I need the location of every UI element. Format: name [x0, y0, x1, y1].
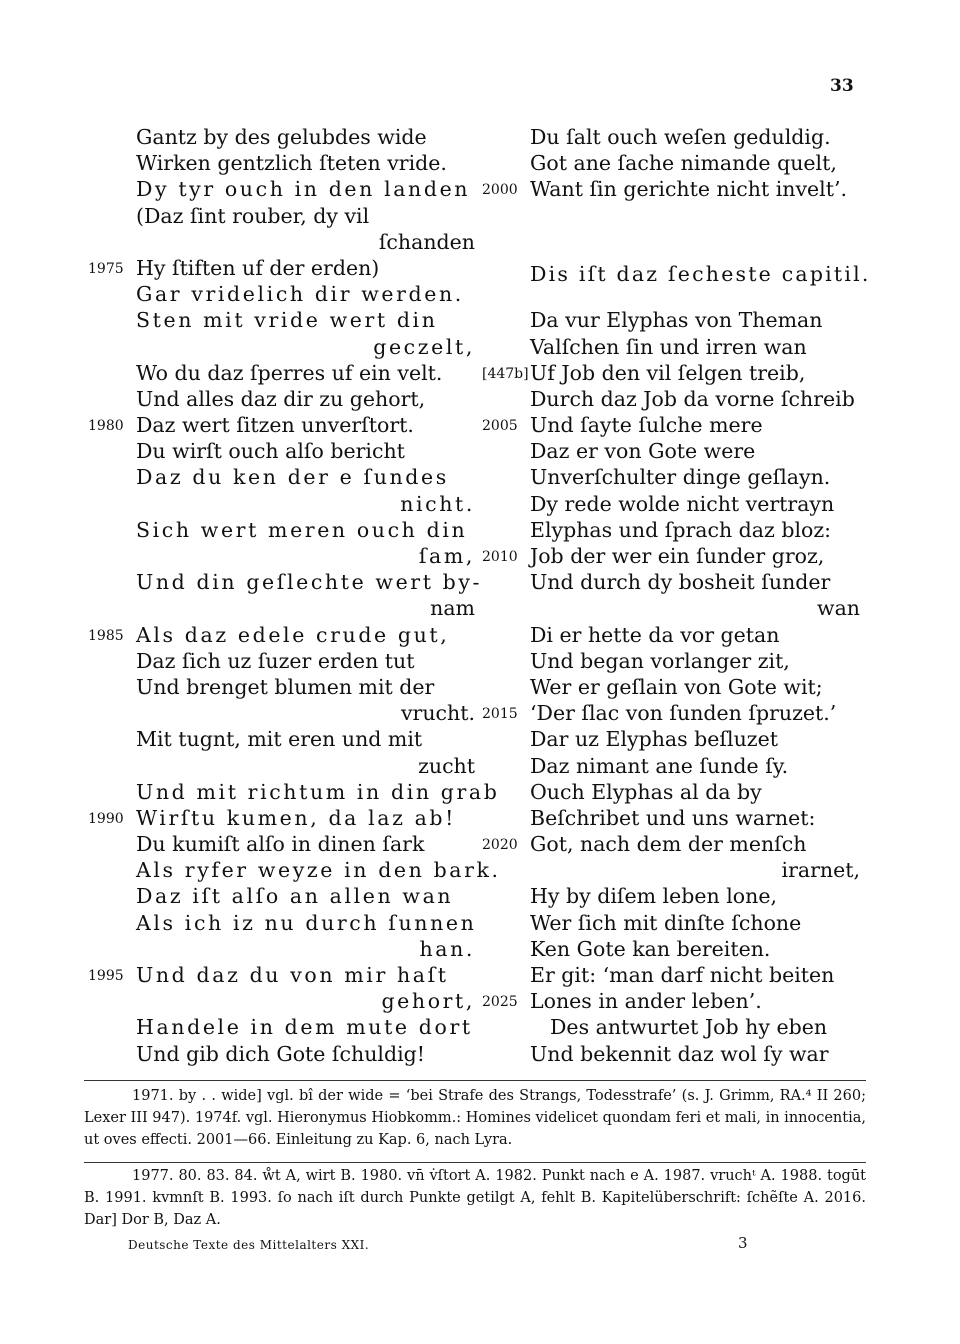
verse-line	[478, 674, 878, 700]
verse-line	[478, 543, 878, 569]
verse-text: Und brenget blumen mit der	[136, 674, 435, 699]
verse-line	[478, 229, 878, 255]
verse-text: nicht.	[400, 491, 475, 516]
verse-text: geczelt,	[373, 334, 475, 359]
verse-text: Unverſchulter dinge geſlayn.	[530, 465, 831, 490]
verse-line	[0, 464, 475, 490]
verse-text: ‘Der ſlac von ſunden ſpruzet.’	[530, 701, 837, 726]
line-number: 2010	[482, 549, 518, 565]
verse-text: Wer er geſlain von Gote wit;	[530, 674, 823, 699]
verse-text: han.	[419, 936, 475, 961]
verse-line	[0, 412, 475, 438]
verse-text: Da vur Elyphas von Theman	[530, 308, 823, 333]
verse-text: Ken Gote kan bereiten.	[530, 936, 771, 961]
verse-text: ſam,	[418, 544, 475, 568]
line-number: 1980	[88, 418, 124, 435]
verse-text: irarnet,	[781, 858, 860, 883]
verse-text: Lones in ander leben’.	[530, 989, 762, 1014]
verse-line	[0, 334, 475, 360]
verse-text: ſchanden	[378, 229, 475, 254]
verse-text: Und daz du von mir haſt	[136, 963, 449, 987]
verse-text: Und ſayte ſulche mere	[530, 413, 763, 438]
line-number: 1990	[88, 810, 124, 827]
verse-text: Und bekennit daz wol ſy war	[530, 1041, 829, 1066]
verse-line	[478, 857, 878, 883]
verse-line	[0, 805, 475, 831]
verse-line	[0, 753, 475, 779]
verse-line	[478, 281, 878, 307]
verse-line	[478, 962, 878, 988]
signature-mark: 3	[738, 1234, 748, 1252]
verse-line	[478, 386, 878, 412]
verse-line	[0, 936, 475, 962]
verse-text: Elyphas und ſprach daz bloz:	[530, 517, 832, 542]
verse-text: nam	[430, 596, 475, 621]
verse-text: Daz iſt alſo an allen wan	[136, 884, 454, 909]
verse-line	[478, 910, 878, 936]
line-number: 2000	[482, 182, 518, 199]
verse-line	[0, 883, 475, 909]
verse-line	[0, 700, 475, 726]
commentary-notes	[84, 1085, 866, 1151]
verse-line	[478, 517, 878, 543]
verse-line	[478, 569, 878, 595]
verse-text: Wirſtu kumen, da laz ab!	[136, 805, 456, 830]
verse-line	[0, 386, 475, 412]
verse-line	[0, 779, 500, 805]
verse-text: Daz wert ſitzen unverſtort.	[136, 413, 414, 438]
verse-line	[478, 936, 878, 962]
verse-text: Und gib dich Gote ſchuldig!	[136, 1041, 425, 1066]
verse-text: Durch daz Job da vorne ſchreib	[530, 386, 855, 411]
verse-text: Er git: ‘man darf nicht beiten	[530, 963, 835, 987]
line-number: 1985	[88, 627, 124, 644]
verse-line	[478, 831, 878, 857]
verse-line	[478, 779, 878, 805]
verse-line	[0, 1041, 475, 1067]
verse-line	[478, 307, 878, 333]
verse-line	[478, 1014, 878, 1040]
verse-text: Daz er von Gote were	[530, 439, 756, 464]
chapter-heading: Dis iſt daz ſecheste capitil.	[530, 261, 871, 286]
verse-text: Uf Job den vil ſelgen treib,	[530, 360, 806, 385]
verse-line	[0, 176, 475, 202]
verse-line	[478, 883, 878, 909]
verse-text: Di er hette da vor getan	[530, 622, 780, 647]
verse-text: Dar uz Elyphas beſluzet	[530, 727, 778, 752]
line-number: 2015	[482, 706, 518, 723]
verse-text: Sich wert meren ouch din	[136, 517, 468, 542]
verse-text: Ouch Elyphas al da by	[530, 779, 762, 804]
verse-line	[0, 150, 475, 176]
verse-text: Hy by diſem leben lone,	[530, 884, 777, 909]
verse-text: Handele in dem mute dort	[136, 1015, 473, 1040]
verse-line	[478, 124, 878, 150]
verse-line	[0, 307, 475, 333]
verse-text: zucht	[418, 753, 475, 778]
verse-line	[0, 595, 475, 621]
verse-text: Gar vridelich dir werden.	[136, 282, 464, 307]
verse-line	[478, 1041, 878, 1067]
verse-line	[478, 412, 878, 438]
verse-line	[0, 857, 501, 883]
verse-line	[478, 622, 878, 648]
verse-line	[478, 595, 878, 621]
verse-line	[0, 124, 475, 150]
verse-text: Wirken gentzlich ſteten vride.	[136, 151, 447, 176]
verse-text: Und din geſlechte wert by-	[136, 570, 483, 595]
verse-text: gehort,	[381, 989, 475, 1014]
verse-text: Gantz by des gelubdes wide	[136, 125, 427, 149]
verse-line	[0, 229, 475, 255]
verse-line	[0, 255, 475, 281]
verse-line	[478, 203, 878, 229]
verse-text: Daz du ken der e ſundes	[136, 465, 449, 490]
verse-text: Hy ſtiften uf der erden)	[136, 255, 380, 280]
verse-text: Dy rede wolde nicht vertrayn	[530, 491, 835, 516]
line-number: 1975	[88, 260, 124, 277]
right-verse-column	[478, 124, 878, 1067]
verse-line	[0, 622, 475, 648]
verse-text: Beſchribet und uns warnet:	[530, 805, 816, 830]
verse-text: Mit tugnt, mit eren und mit	[136, 727, 423, 752]
commentary-text: 1971. by . . wide] vgl. bî der wide = ‘bei Strafe des Strangs, Todesstrafe’ (s. J. Grimm, RA.⁴ II 260; Lexer III 947). 1974f. vgl. Hieronymus Hiobkomm.: Homines videlicet quondam feri et mali, in innocentia, ut oves effecti. 2001—66. Einleitung zu Kap. 6, nach Lyra.	[84, 1088, 866, 1148]
verse-line	[478, 753, 878, 779]
verse-line	[0, 726, 475, 752]
verse-text: Got, nach dem der menſch	[530, 832, 807, 857]
verse-line	[0, 491, 475, 517]
verse-text: Daz nimant ane ſunde ſy.	[530, 753, 789, 778]
verse-line	[0, 910, 475, 936]
verse-line	[0, 674, 475, 700]
line-number: 2025	[482, 994, 518, 1011]
verse-text: Sten mit vride wert din	[136, 308, 438, 333]
verse-line	[0, 438, 475, 464]
verse-line	[478, 700, 878, 726]
footnote-rule	[84, 1080, 866, 1081]
apparatus-rule	[84, 1162, 866, 1163]
verse-text: Want ſin gerichte nicht invelt’.	[530, 177, 848, 202]
verse-line	[478, 988, 878, 1014]
verse-line	[0, 360, 475, 386]
verse-line	[0, 517, 475, 543]
verse-line	[478, 176, 878, 202]
verse-text: Du ſalt ouch weſen geduldig.	[530, 125, 831, 149]
verse-text: Als ich iz nu durch ſunnen	[136, 910, 477, 935]
line-number: 2020	[482, 837, 518, 854]
verse-text: Du kumiſt alſo in dinen ſark	[136, 832, 425, 857]
verse-line	[0, 543, 475, 569]
verse-line	[478, 464, 878, 490]
line-number: [447b]	[482, 365, 529, 382]
verse-line	[478, 805, 878, 831]
verse-text: Dy tyr ouch in den landen	[136, 177, 471, 202]
verse-line	[0, 831, 475, 857]
verse-text: Daz ſich uz ſuzer erden tut	[136, 648, 415, 673]
verse-line	[0, 281, 475, 307]
critical-apparatus	[84, 1165, 866, 1231]
verse-text: Valſchen ſin und irren wan	[530, 334, 807, 359]
verse-line	[0, 569, 483, 595]
verse-line	[478, 150, 878, 176]
verse-line	[0, 1014, 475, 1040]
line-number: 1995	[88, 968, 124, 984]
verse-text: wan	[817, 596, 860, 621]
line-number: 2005	[482, 418, 518, 435]
verse-text: vrucht.	[400, 701, 475, 726]
verse-line	[478, 648, 878, 674]
verse-text: Got ane ſache nimande quelt,	[530, 151, 837, 176]
verse-line	[0, 203, 475, 229]
page-number: 33	[830, 76, 854, 96]
verse-text: Und alles daz dir zu gehort,	[136, 386, 426, 411]
verse-text: Job der wer ein ſunder groz,	[530, 544, 825, 568]
verse-text: Und durch dy bosheit ſunder	[530, 570, 831, 595]
verse-text: Und began vorlanger zit,	[530, 648, 790, 673]
verse-line	[0, 962, 475, 988]
verse-line	[0, 648, 475, 674]
verse-line	[478, 438, 878, 464]
verse-text: Wer ſich mit dinſte ſchone	[530, 910, 802, 935]
apparatus-text: 1977. 80. 83. 84. ẘt A, wirt B. 1980. vn̄ v̇ſtort A. 1982. Punkt nach e A. 1987. vruchᵗ A. 1988. togūt B. 1991. kvmnſt B. 1993. ſo nach iſt durch Punkte getilgt A, fehlt B. Kapitelüberschrift: ſchẽſte A. 2016. Dar] Dor B, Daz A.	[84, 1168, 866, 1228]
series-title: Deutsche Texte des Mittelalters XXI.	[128, 1238, 370, 1252]
verse-line	[478, 360, 878, 386]
verse-text: Und mit richtum in din grab	[136, 779, 500, 804]
verse-line	[478, 334, 878, 360]
verse-text: (Daz ſint rouber, dy vil	[136, 203, 370, 228]
verse-text: Als ryfer weyze in den bark.	[136, 858, 501, 883]
verse-text: Du wirſt ouch alſo bericht	[136, 439, 405, 464]
verse-line	[478, 491, 878, 517]
verse-line	[0, 988, 475, 1014]
verse-text: Wo du daz ſperres uf ein velt.	[136, 360, 443, 385]
verse-line	[478, 726, 878, 752]
verse-text: Als daz edele crude gut,	[136, 622, 450, 647]
verse-text: Des antwurtet Job hy eben	[550, 1015, 828, 1040]
